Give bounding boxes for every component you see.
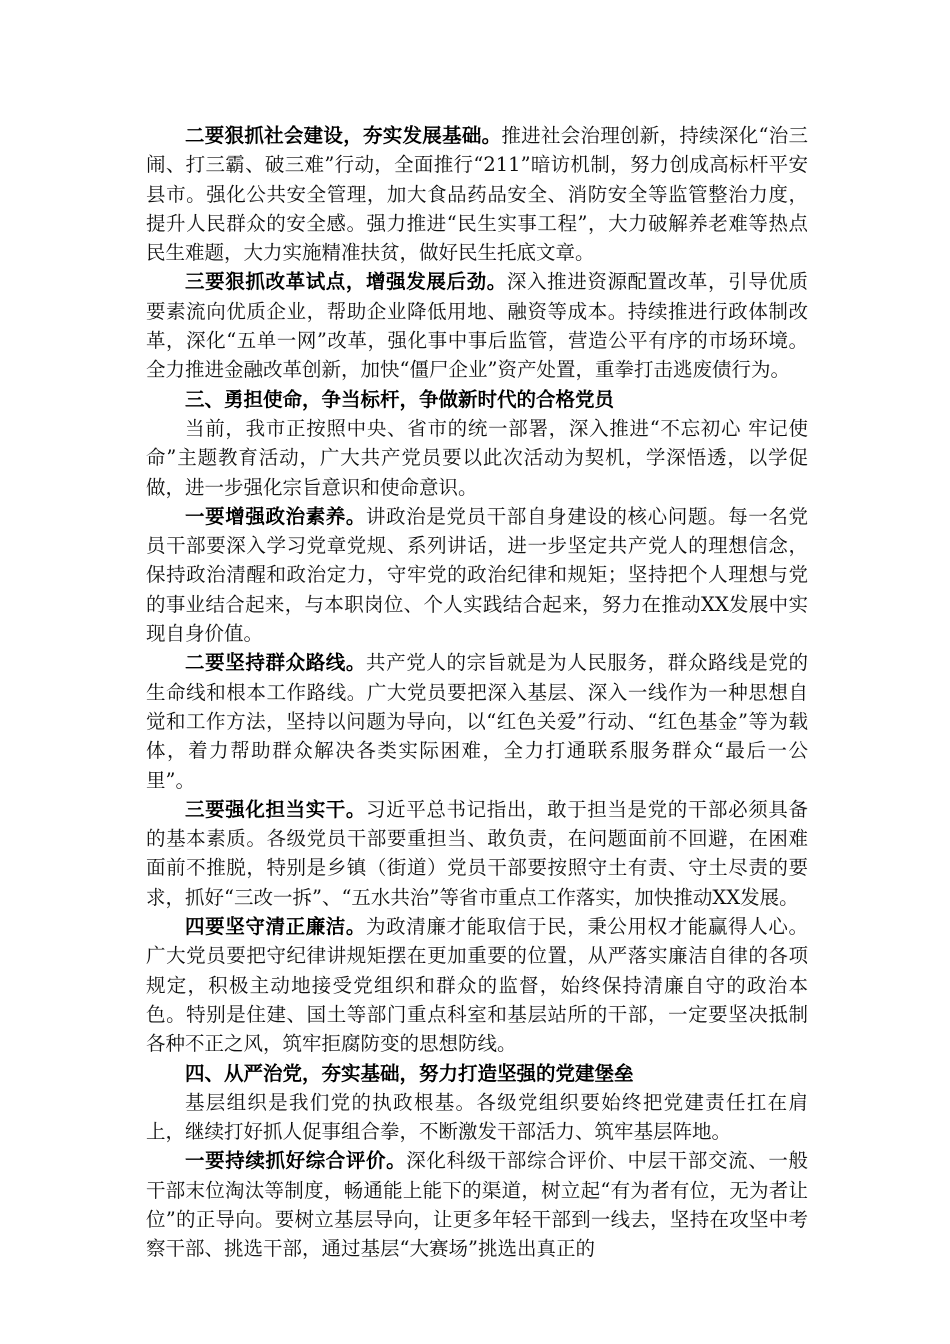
paragraph-body: 共产党人的宗旨就是为人民服务，群众路线是党的生命线和根本工作路线。广大党员要把深入基层、深入一线作为一种思想自觉和工作方法，坚持以问题为导向，以“红色关爱”行动、“红色基金”等为载体，着力帮助群众解决各类实际困难，全力打通联系服务群众“最后一公里”。 — [146, 651, 808, 792]
paragraph-body: 深化科级干部综合评价、中层干部交流、一般干部末位淘汰等制度，畅通能上能下的渠道，树立起“有为者有位，无为者让位”的正导向。要树立基层导向，让更多年轻干部到一线去，坚持在攻坚中考察干部、挑选干部，通过基层“大赛场”挑选出真正的 — [146, 1149, 808, 1261]
paragraph-lead: 一要增强政治素养。 — [185, 504, 367, 528]
section-heading-4: 四、从严治党，夯实基础，努力打造坚强的党建堡垒 — [185, 1061, 634, 1085]
paragraph-lead: 三要强化担当实干。 — [185, 797, 367, 821]
section-heading-3: 三、勇担使命，争当标杆，争做新时代的合格党员 — [185, 387, 615, 411]
paragraph-section-3-intro — [146, 414, 808, 502]
paragraph-body: 讲政治是党员干部自身建设的核心问题。每一名党员干部要深入学习党章党规、系列讲话，进一步坚定共产党人的理想信念，保持政治清醒和政治定力，守牢党的政治纪律和规矩；坚持把个人理想与党的事业结合起来，与本职岗位、个人实践结合起来，努力在推动XX发展中实现自身价值。 — [146, 504, 808, 646]
paragraph-social-construction — [146, 121, 808, 267]
paragraph-reform-pilot — [146, 267, 808, 384]
document-page — [146, 121, 808, 1264]
paragraph-comprehensive-evaluation — [146, 1146, 808, 1263]
paragraph-lead: 四要坚守清正廉洁。 — [185, 915, 367, 939]
paragraph-lead: 一要持续抓好综合评价。 — [185, 1149, 407, 1173]
paragraph-mass-line — [146, 648, 808, 794]
paragraph-body: 推进社会治理创新，持续深化“治三闹、打三霸、破三难”行动，全面推行“211”暗访机制，努力创成高标杆平安县市。强化公共安全管理，加大食品药品安全、消防安全等监管整治力度，提升人民群众的安全感。强力推进“民生实事工程”，大力破解养老难等热点民生难题，大力实施精准扶贫，做好民生托底文章。 — [146, 124, 808, 265]
paragraph-body: 为政清廉才能取信于民，秉公用权才能赢得人心。广大党员要把守纪律讲规矩摆在更加重要的位置，从严落实廉洁自律的各项规定，积极主动地接受党组织和群众的监督，始终保持清廉自守的政治本色。特别是住建、国土等部门重点科室和基层站所的干部，一定要坚决抵制各种不正之风，筑牢拒腐防变的思想防线。 — [146, 915, 808, 1056]
paragraph-lead: 二要狠抓社会建设，夯实发展基础。 — [185, 124, 502, 147]
paragraph-body: 当前，我市正按照中央、省市的统一部署，深入推进“不忘初心 牢记使命”主题教育活动，广大共产党员要以此次活动为契机，学深悟透，以学促做，进一步强化宗旨意识和使命意识。 — [146, 416, 808, 499]
paragraph-body: 深入推进资源配置改革，引导优质要素流向优质企业，帮助企业降低用地、融资等成本。持续推进行政体制改革，深化“五单一网”改革，强化事中事后监管，营造公平有序的市场环境。全力推进金融改革创新，加快“僵尸企业”资产处置，重拳打击逃废债行为。 — [146, 270, 808, 382]
paragraph-body: 基层组织是我们党的执政根基。各级党组织要始终把党建责任扛在肩上，继续打好抓人促事组合拳，不断激发干部活力、筑牢基层阵地。 — [146, 1090, 808, 1144]
paragraph-lead: 二要坚持群众路线。 — [185, 651, 367, 675]
paragraph-integrity — [146, 912, 808, 1058]
paragraph-lead: 三要狠抓改革试点，增强发展后劲。 — [185, 270, 507, 294]
paragraph-section-4-intro — [146, 1088, 808, 1147]
paragraph-body: 习近平总书记指出，敢于担当是党的干部必须具备的基本素质。各级党员干部要重担当、敢负责，在问题面前不回避，在困难面前不推脱，特别是乡镇（街道）党员干部要按照守土有责、守土尽责的要求，抓好“三改一拆”、“五水共治”等省市重点工作落实，加快推动XX发展。 — [146, 797, 808, 909]
paragraph-responsibility — [146, 795, 808, 912]
paragraph-political-literacy — [146, 502, 808, 648]
